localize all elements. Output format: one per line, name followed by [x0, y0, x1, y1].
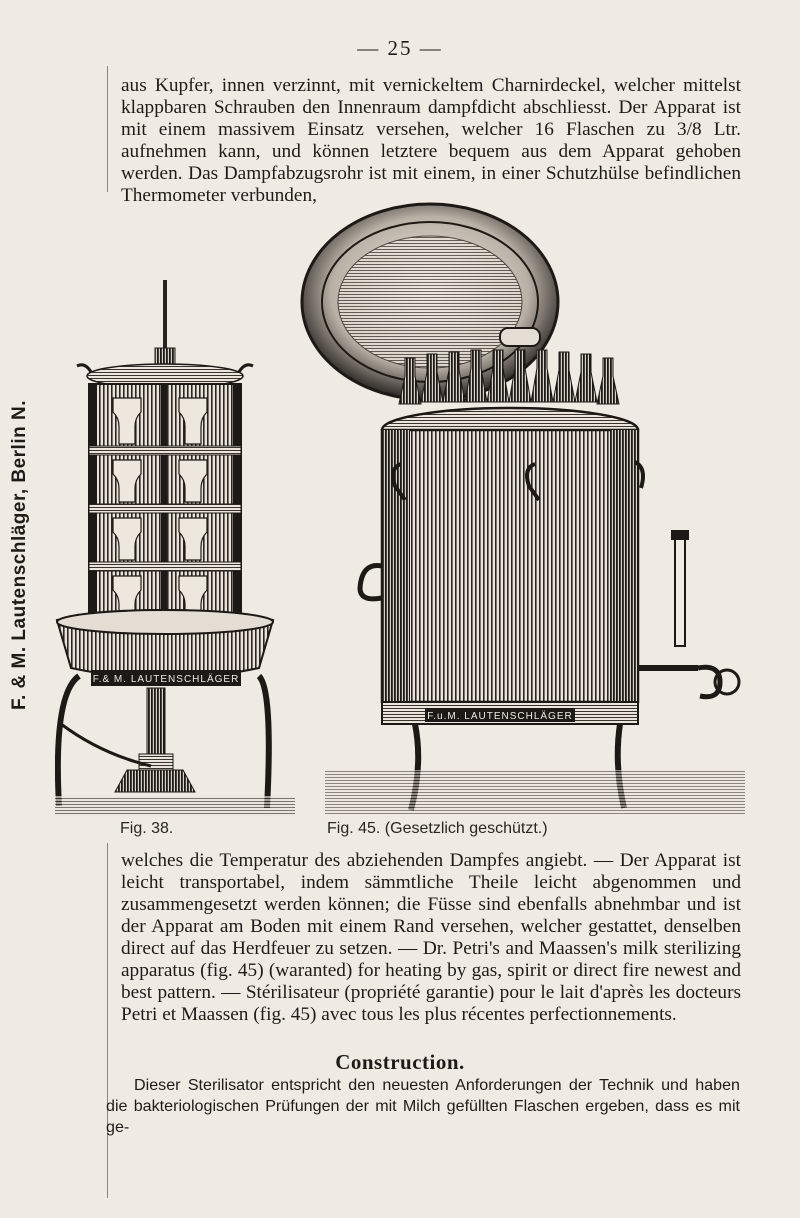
figure-engravings [55, 198, 745, 820]
fig45-engraving-label: F.u.M. LAUTENSCHLÄGER [427, 711, 573, 722]
body-paragraph [121, 850, 741, 1026]
fig38-caption: Fig. 38. [120, 820, 174, 837]
publisher-side-label [0, 399, 40, 711]
section-paragraph [106, 1075, 740, 1138]
publisher-side-label-text: F. & M. Lautenschläger, Berlin N. [9, 399, 30, 711]
body-text: welches die Temperatur des abziehenden Dampfes angiebt. — Der Apparat ist leicht transportabel, indem sämmtliche Theile leicht abgenommen und zusammengesetzt werden können; die Füsse sind ebenfalls abnehmbar und ist der Apparat am Boden mit einem Rand versehen, welcher gestattet, denselben direct auf das Herdfeuer zu setzen. — Dr. Petri's and Maassen's milk sterilizing apparatus (fig. 45) (waranted) for heating by gas, spirit or direct fire newest and best pattern. — Stérilisateur (propriété garantie) pour le lait d'après les docteurs Petri et Maassen (fig. 45) avec tous les plus récentes perfectionnements. [121, 850, 741, 1025]
intro-paragraph [121, 75, 741, 207]
intro-text: aus Kupfer, innen verzinnt, mit vernickeltem Charnirdeckel, welcher mittelst klappbaren Schrauben den Innenraum dampfdicht abschliesst. Der Apparat ist mit einem massivem Einsatz versehen, welcher 16 Flaschen zu 3/8 Ltr. aufnehmen kann, und können letztere bequem aus dem Apparat gehoben werden. Das Dampfabzugsrohr ist mit einem, in einer Schutzhülse befindlichen Thermometer verbunden, [121, 75, 741, 206]
margin-rule-bottom [107, 843, 108, 1198]
page-number: — 25 — [357, 36, 443, 60]
fig45-caption: Fig. 45. (Gesetzlich geschützt.) [327, 820, 548, 837]
fig45-right-sterilizer [302, 204, 745, 814]
fig38-engraving-label: F.& M. LAUTENSCHLÄGER [92, 674, 240, 685]
section-text: Dieser Sterilisator entspricht den neuesten Anforderungen der Technik und haben die bakteriologischen Prüfungen der mit Milch gefüllten Flaschen ergeben, dass es mit ge- [106, 1076, 740, 1136]
section-heading: Construction. [335, 1050, 465, 1074]
margin-rule-top [107, 66, 108, 192]
fig38-left-sterilizer [55, 280, 295, 816]
